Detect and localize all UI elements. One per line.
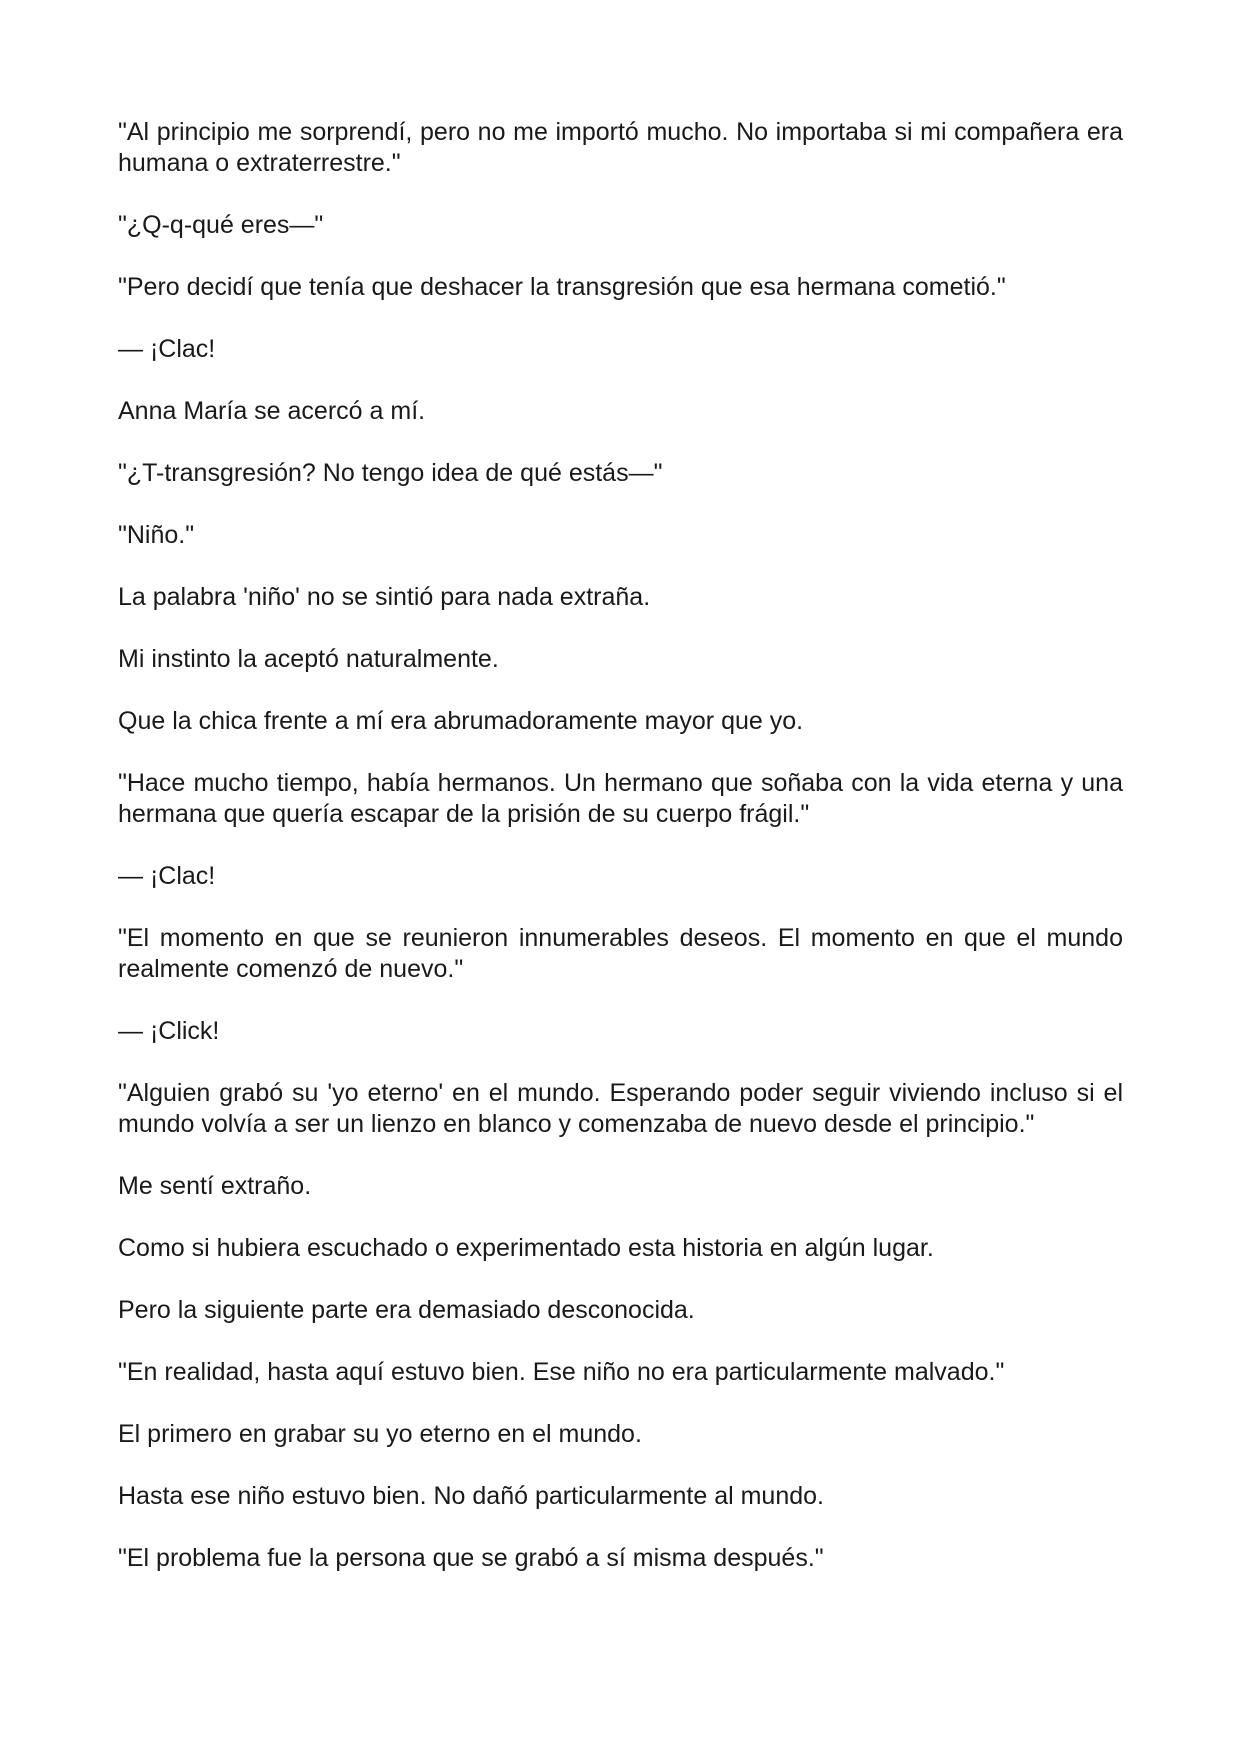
page-body: [118, 117, 1123, 1605]
paragraph: "¿Q-q-qué eres—": [118, 211, 324, 239]
paragraph: Que la chica frente a mí era abrumadoramente mayor que yo.: [118, 707, 804, 735]
paragraph: "Pero decidí que tenía que deshacer la transgresión que esa hermana cometió.": [118, 273, 1006, 301]
paragraph: "El problema fue la persona que se grabó a sí misma después.": [118, 1544, 824, 1572]
paragraph: — ¡Clac!: [118, 862, 216, 890]
paragraph: La palabra 'niño' no se sintió para nada extraña.: [118, 583, 651, 611]
paragraph: "En realidad, hasta aquí estuvo bien. Ese niño no era particularmente malvado.": [118, 1358, 1005, 1386]
paragraph: Hasta ese niño estuvo bien. No dañó particularmente al mundo.: [118, 1482, 824, 1510]
paragraph: "Al principio me sorprendí, pero no me importó mucho. No importaba si mi compañera era humana o extraterrestre.": [118, 118, 1123, 177]
paragraph: Pero la siguiente parte era demasiado desconocida.: [118, 1296, 695, 1324]
paragraph: El primero en grabar su yo eterno en el mundo.: [118, 1420, 642, 1448]
paragraph: "El momento en que se reunieron innumerables deseos. El momento en que el mundo realmente comenzó de nuevo.": [118, 924, 1123, 983]
paragraph: — ¡Click!: [118, 1017, 220, 1045]
paragraph: "Hace mucho tiempo, había hermanos. Un hermano que soñaba con la vida eterna y una hermana que quería escapar de la prisión de su cuerpo frágil.": [118, 769, 1123, 828]
paragraph: "¿T-transgresión? No tengo idea de qué estás—": [118, 459, 663, 487]
paragraph: Me sentí extraño.: [118, 1172, 312, 1200]
paragraph: Mi instinto la aceptó naturalmente.: [118, 645, 499, 673]
paragraph: "Niño.": [118, 521, 195, 549]
paragraph: — ¡Clac!: [118, 335, 216, 363]
paragraph: "Alguien grabó su 'yo eterno' en el mundo. Esperando poder seguir viviendo incluso si el mundo volvía a ser un lienzo en blanco y comenzaba de nuevo desde el principio.": [118, 1079, 1123, 1138]
paragraph: Anna María se acercó a mí.: [118, 397, 426, 425]
paragraph: Como si hubiera escuchado o experimentado esta historia en algún lugar.: [118, 1234, 934, 1262]
